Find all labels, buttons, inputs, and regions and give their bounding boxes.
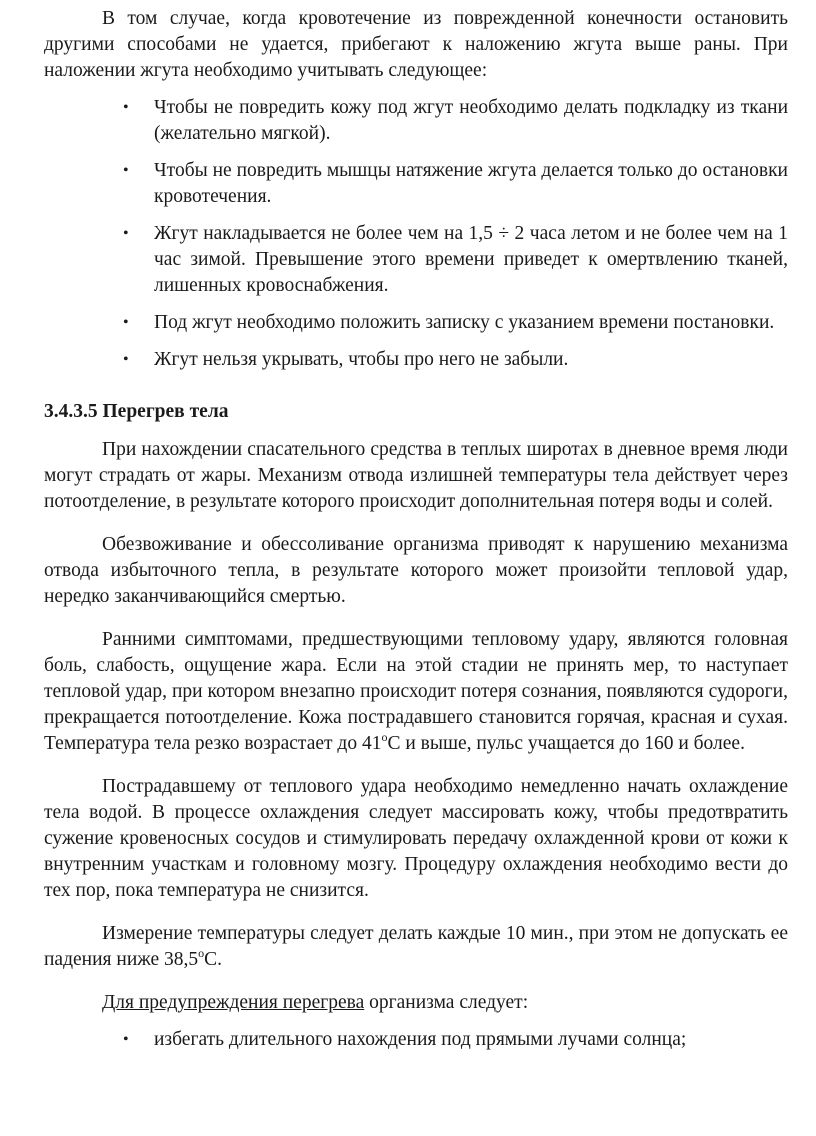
list-item-text: избегать длительного нахождения под прямыми лучами солнца; [154,1029,687,1050]
paragraph-dehydration: Обезвоживание и обессоливание организма приводят к нарушению механизма отвода избыточного тепла, в результате которого может произойти тепловой удар, нередко заканчивающийся смертью. [44,534,788,607]
paragraph-symptoms-tail: С и выше, пульс учащается до 160 и более. [387,733,745,754]
list-item [44,95,788,147]
list-item-text: Жгут накладывается не более чем на 1,5 ÷ 2 часа летом и не более чем на 1 час зимой. Превышение этого времени приведет к омертвлению тканей, лишенных кровоснабжения. [154,223,788,296]
bullet-icon: • [123,314,129,331]
degree-sign: о [381,730,388,744]
section-heading: 3.4.3.5 Перегрев тела [44,401,229,422]
list-item [44,347,788,373]
list-item [44,1027,788,1053]
list-item-text: Чтобы не повредить кожу под жгут необходимо делать подкладку из ткани (желательно мягкой). [154,97,788,144]
bullet-icon: • [123,162,129,179]
list-item [44,310,788,336]
paragraph-prevention-intro [44,990,788,1016]
degree-sign: о [198,946,205,960]
prevention-list [44,1027,788,1053]
list-item-text: Под жгут необходимо положить записку с указанием времени постановки. [154,312,775,333]
paragraph-cooling: Пострадавшему от теплового удара необходимо немедленно начать охлаждение тела водой. В процессе охлаждения следует массировать кожу, чтобы предотвратить сужение кровеносных сосудов и стимулировать передачу охлажденной крови от кожи к внутренним участкам и головному мозгу. Процедуру охлаждения необходимо вести до тех пор, пока температура не снизится. [44,776,788,901]
paragraph-symptoms-text: Ранними симптомами, предшествующими тепловому удару, являются головная боль, слабость, ощущение жара. Если на этой стадии не принять мер, то наступает тепловой удар, при котором внезапно происходит потеря сознания, появляются судороги, прекращается потоотделение. Кожа пострадавшего становится горячая, красная и сухая. Температура тела резко возрастает до 41 [44,629,788,754]
paragraph-heat-exposure: При нахождении спасательного средства в теплых широтах в дневное время люди могут страдать от жары. Механизм отвода излишней температуры тела действует через потоотделение, в результате которого происходит дополнительная потеря воды и солей. [44,439,788,512]
tourniquet-rules-list [44,95,788,373]
bullet-icon: • [123,225,129,242]
document-page [44,6,788,1064]
paragraph-measurement-tail: С. [204,949,223,970]
list-item-text: Чтобы не повредить мышцы натяжение жгута делается только до остановки кровотечения. [154,160,788,207]
paragraph-measurement-text: Измерение температуры следует делать каждые 10 мин., при этом не допускать ее падения ниже 38,5 [44,923,788,970]
bullet-icon: • [123,99,129,116]
intro-paragraph: В том случае, когда кровотечение из поврежденной конечности остановить другими способами не удается, прибегают к наложению жгута выше раны. При наложении жгута необходимо учитывать следующее: [44,8,788,81]
list-item [44,158,788,210]
underlined-phrase: Для предупреждения перегрева [102,992,365,1013]
bullet-icon: • [123,1031,129,1048]
list-item-text: Жгут нельзя укрывать, чтобы про него не забыли. [154,349,569,370]
paragraph-measurement [44,921,788,973]
prevention-intro-rest: организма следует: [364,992,529,1013]
list-item [44,221,788,299]
bullet-icon: • [123,351,129,368]
paragraph-symptoms [44,627,788,757]
